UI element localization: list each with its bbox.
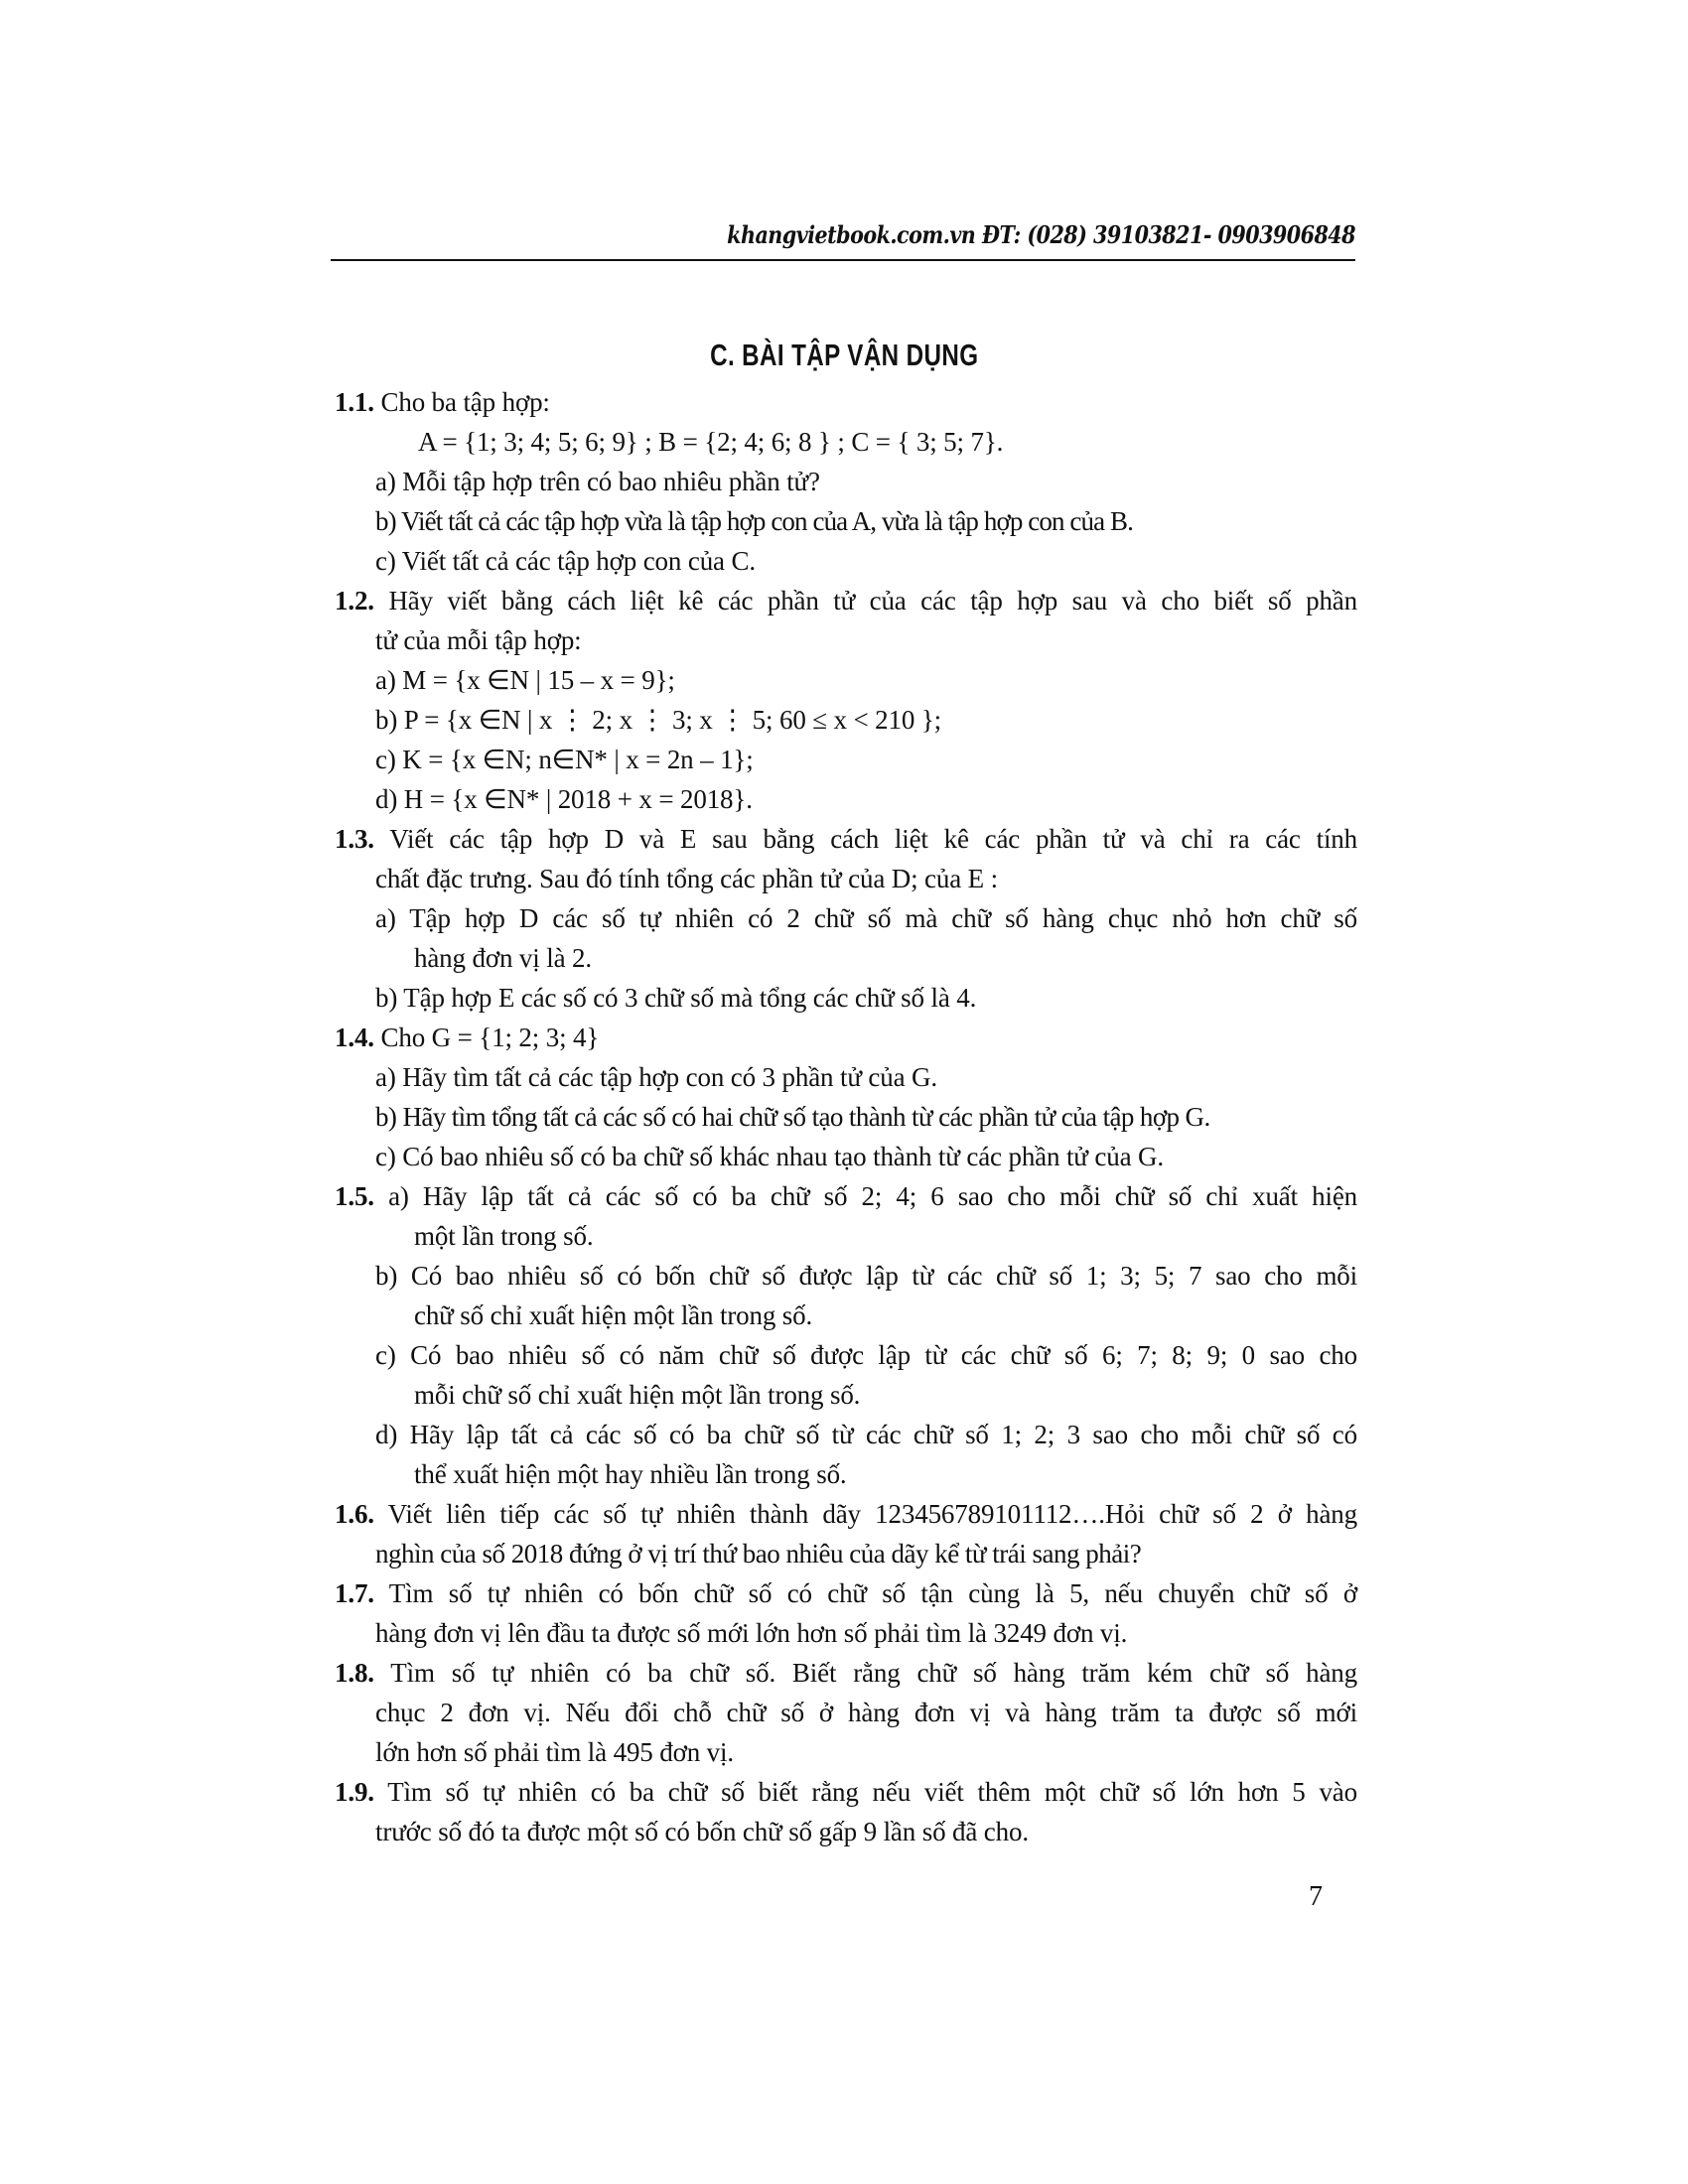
exercise-1-2: [335, 581, 1357, 819]
exercise-1-1: [335, 382, 1357, 581]
subquestion-d: d) Hãy lập tất cả các số có ba chữ số từ các chữ số 1; 2; 3 sao cho mỗi chữ số có: [375, 1420, 1357, 1449]
subquestion-c: c) Có bao nhiêu số có ba chữ số khác nhau tạo thành từ các phần tử của G.: [375, 1142, 1164, 1171]
exercise-number: 1.2.: [335, 586, 374, 615]
subquestion-b: b) Viết tất cả các tập hợp vừa là tập hợp con của A, vừa là tập hợp con của B.: [375, 506, 1133, 536]
exercise-number: 1.1.: [335, 387, 374, 417]
exercise-1-5: [335, 1176, 1357, 1494]
exercise-text-continued: lớn hơn số phải tìm là 495 đơn vị.: [375, 1737, 734, 1767]
exercise-text-continued: tử của mỗi tập hợp:: [375, 625, 582, 655]
subquestion-b: b) Có bao nhiêu số có bốn chữ số được lập từ các chữ số 1; 3; 5; 7 sao cho mỗi: [375, 1261, 1357, 1291]
exercise-1-7: [335, 1573, 1357, 1653]
exercise-number: 1.9.: [335, 1777, 374, 1807]
subquestion-c-continued: mỗi chữ số chỉ xuất hiện một lần trong số.: [414, 1380, 861, 1410]
exercise-1-4: [335, 1018, 1357, 1176]
exercise-text: Viết liên tiếp các số tự nhiên thành dãy 123456789101112….Hỏi chữ số 2 ở hàng: [387, 1499, 1357, 1529]
exercise-text-continued: hàng đơn vị lên đầu ta được số mới lớn hơn số phải tìm là 3249 đơn vị.: [375, 1618, 1128, 1648]
subquestion-b: b) P = {x ∈N | x ⋮ 2; x ⋮ 3; x ⋮ 5; 60 ≤ x < 210 };: [375, 705, 941, 735]
exercise-text: Cho G = {1; 2; 3; 4}: [380, 1023, 600, 1052]
exercise-text: Tìm số tự nhiên có ba chữ số biết rằng nếu viết thêm một chữ số lớn hơn 5 vào: [387, 1777, 1357, 1807]
exercise-text-continued: trước số đó ta được một số có bốn chữ số gấp 9 lần số đã cho.: [375, 1817, 1029, 1846]
subquestion-a: a) Hãy tìm tất cả các tập hợp con có 3 phần tử của G.: [375, 1062, 937, 1092]
exercise-number: 1.4.: [335, 1023, 374, 1052]
exercise-text-continued: chục 2 đơn vị. Nếu đổi chỗ chữ số ở hàng đơn vị và hàng trăm ta được số mới: [375, 1698, 1357, 1727]
set-definitions: A = {1; 3; 4; 5; 6; 9} ; B = {2; 4; 6; 8 } ; C = { 3; 5; 7}.: [418, 427, 1004, 457]
subquestion-a: a) Mỗi tập hợp trên có bao nhiêu phần tử?: [375, 467, 820, 496]
page-header: [474, 220, 1355, 260]
exercise-1-3: [335, 819, 1357, 1018]
page-number: 7: [1309, 1881, 1323, 1912]
subquestion-c: c) Có bao nhiêu số có năm chữ số được lập từ các chữ số 6; 7; 8; 9; 0 sao cho: [375, 1340, 1357, 1370]
exercise-text: Tìm số tự nhiên có bốn chữ số có chữ số tận cùng là 5, nếu chuyển chữ số ở: [388, 1578, 1357, 1608]
section-title: [0, 338, 1688, 373]
exercise-1-6: [335, 1494, 1357, 1573]
subquestion-d-continued: thể xuất hiện một hay nhiều lần trong số.: [414, 1459, 847, 1489]
subquestion-b: b) Hãy tìm tổng tất cả các số có hai chữ số tạo thành từ các phần tử của tập hợp G.: [375, 1102, 1210, 1132]
exercise-1-8: [335, 1653, 1357, 1772]
exercise-number: 1.8.: [335, 1658, 374, 1688]
subquestion-b: b) Tập hợp E các số có 3 chữ số mà tổng các chữ số là 4.: [375, 983, 977, 1013]
subquestion-c: c) K = {x ∈N; n∈N* | x = 2n – 1};: [375, 745, 754, 774]
subquestion-a: a) Tập hợp D các số tự nhiên có 2 chữ số mà chữ số hàng chục nhỏ hơn chữ số: [375, 903, 1357, 933]
exercise-text: Cho ba tập hợp:: [380, 387, 550, 417]
exercise-number: 1.5.: [335, 1181, 374, 1211]
exercise-text: Viết các tập hợp D và E sau bằng cách liệt kê các phần tử và chỉ ra các tính: [389, 824, 1357, 854]
subquestion-a: a) M = {x ∈N | 15 – x = 9};: [375, 665, 675, 695]
subquestion-a-continued: hàng đơn vị là 2.: [414, 943, 592, 973]
section-title-text: C. BÀI TẬP VẬN DỤNG: [709, 338, 979, 372]
exercise-text-continued: nghìn của số 2018 đứng ở vị trí thứ bao nhiêu của dãy kể từ trái sang phải?: [375, 1539, 1142, 1569]
exercise-text: Hãy viết bằng cách liệt kê các phần tử của các tập hợp sau và cho biết số phần: [388, 586, 1357, 615]
subquestion-b-continued: chữ số chỉ xuất hiện một lần trong số.: [414, 1300, 813, 1330]
exercise-number: 1.6.: [335, 1499, 374, 1529]
header-rule: [331, 259, 1355, 261]
exercise-1-9: [335, 1772, 1357, 1851]
subquestion-c: c) Viết tất cả các tập hợp con của C.: [375, 546, 756, 576]
exercise-list: [335, 382, 1357, 1851]
exercise-text: Tìm số tự nhiên có ba chữ số. Biết rằng chữ số hàng trăm kém chữ số hàng: [390, 1658, 1357, 1688]
subquestion-d: d) H = {x ∈N* | 2018 + x = 2018}.: [375, 784, 753, 814]
exercise-number: 1.7.: [335, 1578, 374, 1608]
exercise-text-continued: chất đặc trưng. Sau đó tính tổng các phần tử của D; của E :: [375, 864, 998, 893]
subquestion-a: a) Hãy lập tất cả các số có ba chữ số 2; 4; 6 sao cho mỗi chữ số chỉ xuất hiện: [388, 1181, 1358, 1211]
exercise-number: 1.3.: [335, 824, 374, 854]
subquestion-a-continued: một lần trong số.: [414, 1221, 594, 1251]
publisher-contact: khangvietbook.com.vn ĐT: (028) 39103821- 0903906848: [727, 220, 1355, 249]
